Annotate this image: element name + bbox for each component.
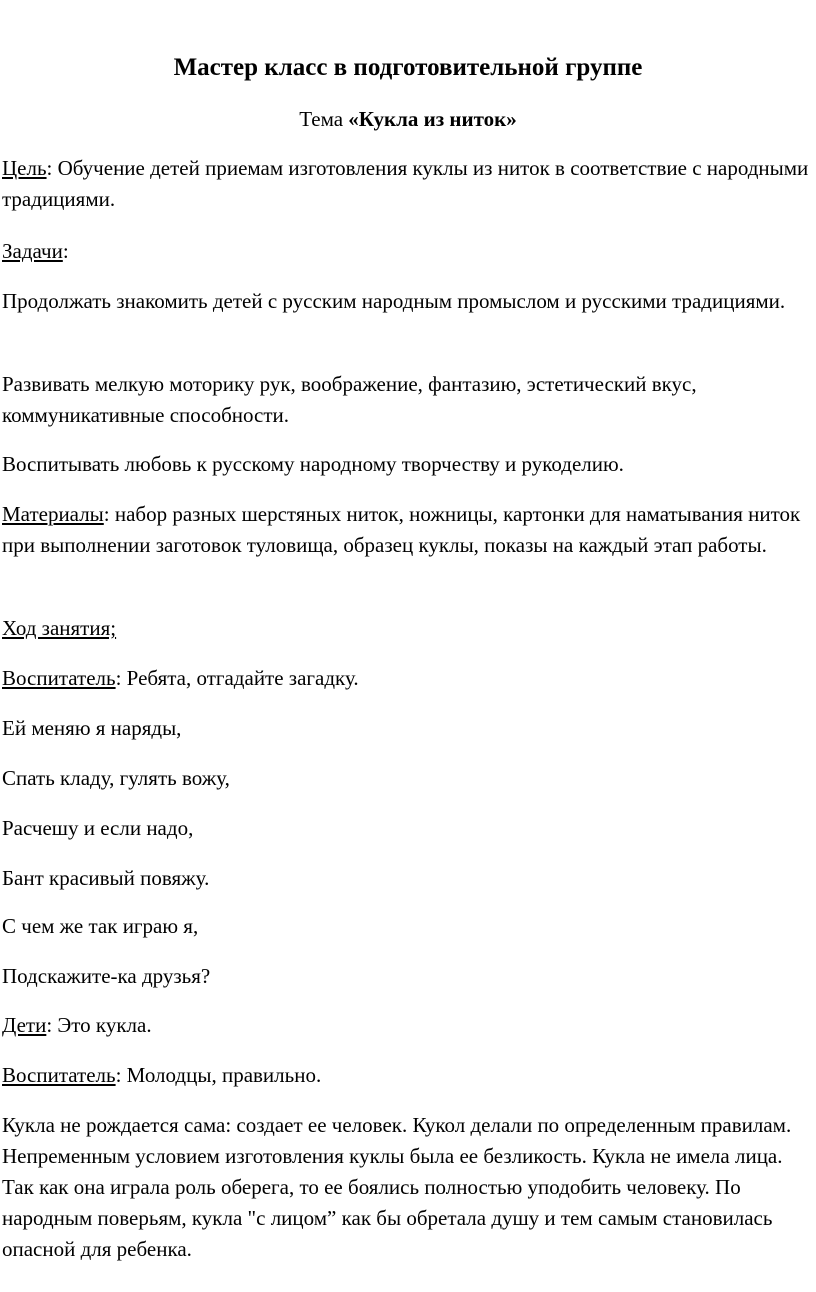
goal-text: : Обучение детей приемам изготовления куклы из ниток в соответствие с народными традициями.: [2, 156, 809, 211]
document-title: Мастер класс в подготовительной группе: [173, 54, 643, 81]
tasks-label: Задачи: [2, 239, 63, 263]
tasks-colon: :: [62, 239, 69, 263]
riddle-line: Бант красивый повяжу.: [2, 866, 210, 890]
task-item: Продолжать знакомить детей с русским народным промыслом и русскими традициями.: [2, 289, 786, 313]
topic-prefix: Тема: [299, 107, 349, 131]
teacher-label: Воспитатель: [2, 666, 116, 690]
materials-paragraph: [2, 499, 812, 561]
task-item: Развивать мелкую моторику рук, воображение, фантазию, эстетический вкус, коммуникативные способности.: [2, 372, 697, 427]
lesson-label: Ход занятия;: [2, 616, 117, 640]
riddle-line: Ей меняю я наряды,: [2, 716, 182, 740]
topic-line: [0, 104, 816, 134]
materials-label: Материалы: [2, 502, 104, 526]
teacher-line: [2, 1060, 812, 1091]
materials-text: : набор разных шерстяных ниток, ножницы, картонки для наматывания ниток при выполнении заготовок туловища, образец куклы, показы на каждый этап работы.: [2, 502, 801, 557]
goal-paragraph: [2, 153, 812, 215]
goal-label: Цель: [2, 156, 47, 180]
lesson-heading: [2, 613, 812, 644]
riddle-line: Спать кладу, гулять вожу,: [2, 766, 230, 790]
task-item: Воспитывать любовь к русскому народному творчеству и рукоделию.: [2, 452, 624, 476]
teacher-text: : Молодцы, правильно.: [115, 1063, 322, 1087]
closing-paragraph: Кукла не рождается сама: создает ее человек. Кукол делали по определенным правилам. Непременным условием изготовления куклы была ее безликость. Кукла не имела лица. Так как она играла роль оберега, то ее боялись полностью уподобить человеку. По народным поверьям, кукла "с лицом” как бы обретала душу и тем самым становилась опасной для ребенка.: [2, 1113, 792, 1261]
children-text: : Это кукла.: [46, 1013, 152, 1037]
children-label: Дети: [2, 1013, 47, 1037]
riddle-line: Расчешу и если надо,: [2, 816, 194, 840]
tasks-heading: [2, 236, 812, 267]
topic-name: «Кукла из ниток»: [348, 107, 517, 131]
riddle-line: Подскажите-ка друзья?: [2, 964, 211, 988]
riddle-line: С чем же так играю я,: [2, 914, 199, 938]
children-line: [2, 1010, 812, 1041]
teacher-text: : Ребята, отгадайте загадку.: [115, 666, 359, 690]
teacher-line: [2, 663, 812, 694]
teacher-label: Воспитатель: [2, 1063, 116, 1087]
